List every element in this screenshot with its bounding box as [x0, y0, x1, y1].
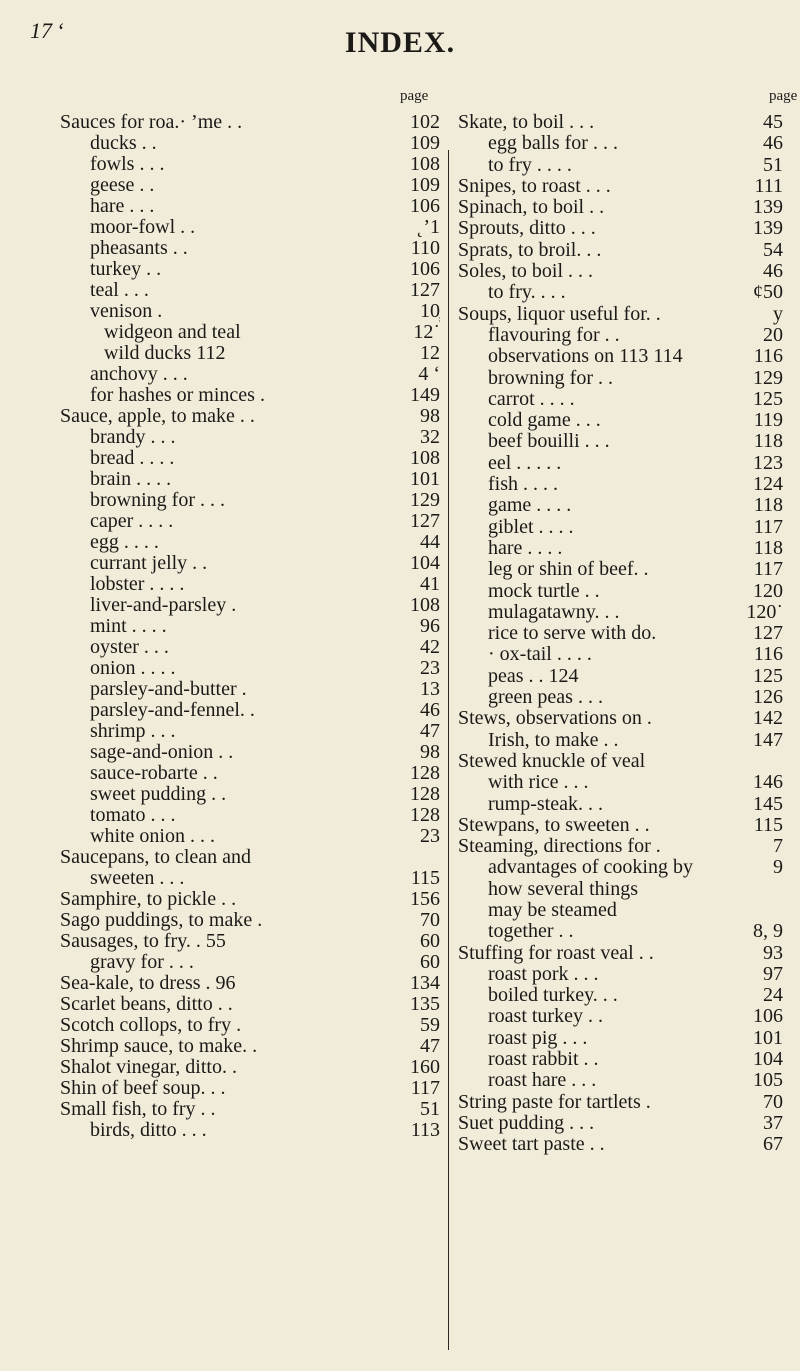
index-entry	[458, 261, 783, 282]
entry-page: 110	[410, 238, 440, 259]
index-entry	[458, 964, 783, 985]
index-entry	[458, 474, 783, 495]
index-entry	[458, 644, 783, 665]
entry-page: 129	[410, 490, 440, 511]
column-divider	[448, 150, 449, 1350]
index-entry	[458, 1049, 783, 1070]
entry-text: Sprats, to broil. . .	[458, 239, 602, 261]
entry-text: together . .	[488, 921, 574, 943]
index-entry	[458, 133, 783, 154]
entry-text: roast rabbit . .	[488, 1049, 599, 1071]
entry-page: 7	[773, 836, 783, 858]
entry-text: Sago puddings, to make .	[60, 910, 263, 931]
index-entry	[60, 448, 440, 469]
index-entry	[458, 559, 783, 580]
index-entry	[60, 1099, 440, 1120]
index-entry	[60, 1036, 440, 1057]
entry-text: peas . . 124	[488, 665, 579, 687]
index-entry	[60, 847, 440, 868]
index-entry	[458, 538, 783, 559]
entry-page: 60	[420, 931, 440, 952]
index-entry	[458, 410, 783, 431]
entry-text: fowls . . .	[90, 154, 165, 175]
entry-page: 120˙	[746, 601, 783, 623]
entry-page: 134	[410, 973, 440, 994]
index-entry	[458, 1113, 783, 1134]
entry-text: shrimp . . .	[90, 721, 176, 742]
entry-text: onion . . . .	[90, 658, 176, 679]
entry-page: 127	[753, 623, 783, 645]
index-entry	[458, 389, 783, 410]
index-entry	[60, 490, 440, 511]
entry-page: 127	[410, 280, 440, 301]
entry-page: 51	[763, 154, 783, 176]
entry-text: to fry. . . .	[488, 282, 566, 304]
entry-text: observations on 113 114	[488, 346, 683, 368]
entry-page: 115	[410, 868, 440, 889]
index-entry	[60, 322, 440, 343]
entry-page: 4 ‘	[418, 364, 440, 385]
entry-text: oyster . . .	[90, 637, 169, 658]
index-entry	[60, 154, 440, 175]
index-entry	[458, 602, 783, 623]
entry-page: 115	[753, 814, 783, 836]
entry-text: Saucepans, to clean and	[60, 847, 252, 868]
entry-text: parsley-and-fennel. .	[90, 700, 255, 721]
entry-text: Sprouts, ditto . . .	[458, 218, 596, 240]
entry-page: 108	[410, 595, 440, 616]
index-entry	[458, 517, 783, 538]
index-entry	[458, 1092, 783, 1113]
entry-text: roast pork . . .	[488, 963, 599, 985]
entry-text: · ox-tail . . . .	[488, 644, 592, 666]
entry-page: 108	[410, 154, 440, 175]
index-entry	[458, 346, 783, 367]
index-entry	[458, 836, 783, 857]
index-entry	[458, 495, 783, 516]
index-entry	[458, 368, 783, 389]
index-entry	[60, 511, 440, 532]
entry-page: 117	[753, 516, 783, 538]
entry-text: pheasants . .	[90, 238, 188, 259]
index-entry	[60, 1015, 440, 1036]
entry-page: 117	[753, 559, 783, 581]
index-entry	[458, 815, 783, 836]
entry-page: 106	[410, 196, 440, 217]
entry-page: 46	[763, 261, 783, 283]
index-entry	[60, 994, 440, 1015]
entry-page: 8, 9	[753, 921, 783, 943]
entry-page: 47	[420, 1036, 440, 1057]
entry-text: Sea-kale, to dress . 96	[60, 973, 236, 994]
entry-text: brain . . . .	[90, 469, 172, 490]
entry-page: 119	[753, 410, 783, 432]
entry-text: leg or shin of beef. .	[488, 559, 649, 581]
entry-text: boiled turkey. . .	[488, 985, 618, 1007]
entry-text: beef bouilli . . .	[488, 431, 610, 453]
index-entry	[60, 574, 440, 595]
entry-text: lobster . . . .	[90, 574, 185, 595]
index-entry	[458, 176, 783, 197]
index-entry	[458, 282, 783, 303]
index-entry	[60, 973, 440, 994]
index-entry	[458, 687, 783, 708]
entry-text: roast hare . . .	[488, 1070, 597, 1092]
entry-page: 160	[410, 1057, 440, 1078]
entry-page: 101	[753, 1027, 783, 1049]
page-number: 17 ‘	[30, 18, 64, 43]
index-entry	[60, 763, 440, 784]
entry-page: 142	[753, 708, 783, 730]
entry-text: for hashes or minces .	[90, 385, 265, 406]
entry-page: 37	[763, 1112, 783, 1134]
index-entry	[60, 1078, 440, 1099]
entry-page: 128	[410, 805, 440, 826]
entry-text: wild ducks 112	[104, 343, 226, 364]
index-entry	[60, 679, 440, 700]
entry-page: 23	[420, 826, 440, 847]
entry-text: flavouring for . .	[488, 324, 620, 346]
entry-page: 45	[763, 112, 783, 133]
index-entry	[60, 1057, 440, 1078]
entry-text: Sauces for roa.· ’me . .	[60, 112, 243, 133]
index-entry	[458, 751, 783, 772]
entry-page: 118	[753, 431, 783, 453]
entry-text: brandy . . .	[90, 427, 176, 448]
index-entry	[60, 952, 440, 973]
page-title: INDEX.	[344, 26, 456, 59]
entry-page: 106	[753, 1006, 783, 1028]
entry-page: 145	[753, 793, 783, 815]
index-entry	[458, 431, 783, 452]
entry-page: 46	[420, 700, 440, 721]
entry-page: 10̹	[420, 301, 440, 322]
entry-text: Small fish, to fry . .	[60, 1099, 216, 1120]
entry-page: 70	[420, 910, 440, 931]
entry-text: advantages of cooking by	[488, 857, 693, 879]
entry-text: giblet . . . .	[488, 516, 574, 538]
index-entry	[458, 623, 783, 644]
entry-text: browning for . . .	[90, 490, 225, 511]
entry-page: 125	[753, 388, 783, 410]
entry-page: 102	[410, 112, 440, 133]
index-entry	[458, 772, 783, 793]
index-entry	[458, 985, 783, 1006]
entry-text: browning for . .	[488, 367, 613, 389]
entry-text: rice to serve with do.	[488, 623, 657, 645]
entry-text: egg balls for . . .	[488, 133, 618, 155]
index-entry	[60, 616, 440, 637]
index-entry	[458, 304, 783, 325]
entry-page: 44	[420, 532, 440, 553]
entry-page: 60	[420, 952, 440, 973]
entry-page: 12˙	[413, 322, 440, 343]
index-entry	[458, 155, 783, 176]
entry-page: 59	[420, 1015, 440, 1036]
entry-page: 9	[773, 857, 783, 879]
index-entry	[60, 931, 440, 952]
index-entry	[60, 133, 440, 154]
entry-page: 41	[420, 574, 440, 595]
entry-text: mulagatawny. . .	[488, 601, 620, 623]
entry-page: 98	[420, 742, 440, 763]
index-entry	[60, 343, 440, 364]
entry-page: 47	[420, 721, 440, 742]
entry-text: Stewpans, to sweeten . .	[458, 814, 650, 836]
entry-text: may be steamed	[488, 899, 617, 921]
entry-page: 32	[420, 427, 440, 448]
entry-page: 67	[763, 1134, 783, 1156]
entry-page: 116	[753, 346, 783, 368]
left-page-label: page	[400, 88, 429, 104]
index-entry	[60, 406, 440, 427]
entry-page: у	[773, 303, 783, 325]
entry-page: 70	[763, 1091, 783, 1113]
entry-text: eel . . . . .	[488, 452, 562, 474]
entry-page: 20	[763, 324, 783, 346]
index-entry	[458, 857, 783, 878]
entry-text: geese . .	[90, 175, 155, 196]
index-entry	[458, 879, 783, 900]
entry-text: Shrimp sauce, to make. .	[60, 1036, 258, 1057]
entry-text: sauce-robarte . .	[90, 763, 218, 784]
index-entry	[60, 280, 440, 301]
entry-text: liver-and-parsley .	[90, 595, 237, 616]
entry-page: 108	[410, 448, 440, 469]
index-entry	[458, 943, 783, 964]
index-entry	[60, 700, 440, 721]
entry-page: 147	[753, 729, 783, 751]
entry-text: Shalot vinegar, ditto. .	[60, 1057, 237, 1078]
index-entry	[60, 595, 440, 616]
entry-page: 126	[753, 687, 783, 709]
entry-text: tomato . . .	[90, 805, 176, 826]
index-entry	[60, 637, 440, 658]
index-entry	[458, 794, 783, 815]
entry-text: Scotch collops, to fry .	[60, 1015, 242, 1036]
entry-page: 93	[763, 942, 783, 964]
index-entry	[458, 708, 783, 729]
entry-page: 51	[420, 1099, 440, 1120]
entry-text: with rice . . .	[488, 772, 589, 794]
entry-page: 127	[410, 511, 440, 532]
entry-page: ¢50	[753, 282, 783, 304]
index-entry	[458, 218, 783, 239]
entry-text: Irish, to make . .	[488, 729, 619, 751]
entry-text: currant jelly . .	[90, 553, 208, 574]
entry-page: 129	[753, 367, 783, 389]
entry-page: 96	[420, 616, 440, 637]
entry-page: 128	[410, 784, 440, 805]
entry-page: 97	[763, 963, 783, 985]
entry-text: Soles, to boil . . .	[458, 261, 594, 283]
index-entry	[60, 742, 440, 763]
entry-page: 109	[410, 175, 440, 196]
entry-page: 139	[753, 218, 783, 240]
index-entry	[60, 238, 440, 259]
entry-page: 42	[420, 637, 440, 658]
entry-text: sweeten . . .	[90, 868, 185, 889]
index-entry	[458, 581, 783, 602]
left-index-column	[60, 112, 440, 1141]
entry-text: cold game . . .	[488, 410, 601, 432]
entry-page: 23	[420, 658, 440, 679]
index-entry	[60, 217, 440, 238]
entry-text: Soups, liquor useful for. .	[458, 303, 661, 325]
entry-text: caper . . . .	[90, 511, 174, 532]
entry-page: 46	[763, 133, 783, 155]
entry-text: hare . . . .	[488, 537, 563, 559]
entry-text: Shin of beef soup. . .	[60, 1078, 226, 1099]
entry-page: 12	[420, 343, 440, 364]
index-entry	[458, 1006, 783, 1027]
entry-page: ˛’1	[416, 217, 440, 238]
entry-text: Skate, to boil . . .	[458, 112, 595, 133]
entry-text: venison .	[90, 301, 163, 322]
entry-text: mock turtle . .	[488, 580, 600, 602]
index-entry	[60, 658, 440, 679]
entry-page: 135	[410, 994, 440, 1015]
entry-page: 111	[754, 175, 783, 197]
entry-text: bread . . . .	[90, 448, 175, 469]
entry-text: green peas . . .	[488, 687, 603, 709]
entry-text: to fry . . . .	[488, 154, 572, 176]
entry-page: 128	[410, 763, 440, 784]
entry-text: gravy for . . .	[90, 952, 194, 973]
entry-text: rump-steak. . .	[488, 793, 603, 815]
entry-page: 146	[753, 772, 783, 794]
entry-text: hare . . .	[90, 196, 155, 217]
entry-text: roast pig . . .	[488, 1027, 588, 1049]
entry-page: 156	[410, 889, 440, 910]
index-entry	[458, 197, 783, 218]
index-entry	[458, 240, 783, 261]
entry-text: Sauce, apple, to make . .	[60, 406, 255, 427]
right-page-label: page	[769, 88, 798, 104]
index-entry	[60, 427, 440, 448]
index-entry	[60, 196, 440, 217]
entry-page: 116	[753, 644, 783, 666]
index-entry	[60, 721, 440, 742]
entry-page: 106	[410, 259, 440, 280]
entry-page: 139	[753, 197, 783, 219]
entry-text: carrot . . . .	[488, 388, 575, 410]
index-entry	[60, 805, 440, 826]
index-entry	[60, 868, 440, 889]
entry-text: Stews, observations on .	[458, 708, 652, 730]
index-entry	[60, 469, 440, 490]
entry-text: Stuffing for roast veal . .	[458, 942, 654, 964]
entry-text: fish . . . .	[488, 474, 558, 496]
right-index-column	[458, 112, 783, 1156]
entry-page: 109	[410, 133, 440, 154]
entry-text: sweet pudding . .	[90, 784, 227, 805]
entry-text: teal . . .	[90, 280, 149, 301]
entry-text: Stewed knuckle of veal	[458, 750, 646, 772]
index-entry	[60, 889, 440, 910]
entry-text: mint . . . .	[90, 616, 167, 637]
entry-text: widgeon and teal	[104, 322, 241, 343]
entry-page: 113	[410, 1120, 440, 1141]
entry-text: Snipes, to roast . . .	[458, 175, 611, 197]
entry-page: 118	[753, 495, 783, 517]
entry-text: anchovy . . .	[90, 364, 188, 385]
index-entry	[60, 1120, 440, 1141]
entry-page: 54	[763, 239, 783, 261]
entry-page: 105	[753, 1070, 783, 1092]
index-entry	[60, 301, 440, 322]
entry-text: sage-and-onion . .	[90, 742, 234, 763]
entry-text: egg . . . .	[90, 532, 159, 553]
entry-text: Steaming, directions for .	[458, 836, 661, 858]
index-entry	[458, 325, 783, 346]
entry-text: game . . . .	[488, 495, 572, 517]
index-entry	[458, 1028, 783, 1049]
index-entry	[458, 730, 783, 751]
index-entry	[458, 1134, 783, 1155]
entry-text: Scarlet beans, ditto . .	[60, 994, 233, 1015]
entry-text: Samphire, to pickle . .	[60, 889, 237, 910]
index-entry	[458, 112, 783, 133]
entry-page: 124	[753, 474, 783, 496]
entry-page: 123	[753, 452, 783, 474]
entry-text: white onion . . .	[90, 826, 215, 847]
entry-text: Sweet tart paste . .	[458, 1134, 605, 1156]
entry-page: 117	[410, 1078, 440, 1099]
entry-text: how several things	[488, 878, 638, 900]
index-entry	[60, 784, 440, 805]
entry-page: 120	[753, 580, 783, 602]
entry-text: Spinach, to boil . .	[458, 197, 605, 219]
index-entry	[60, 364, 440, 385]
entry-page: 118	[753, 537, 783, 559]
entry-text: moor-fowl . .	[90, 217, 196, 238]
entry-text: ducks . .	[90, 133, 157, 154]
entry-page: 149	[410, 385, 440, 406]
index-entry	[60, 259, 440, 280]
index-entry	[458, 921, 783, 942]
entry-text: Suet pudding . . .	[458, 1112, 595, 1134]
entry-text: String paste for tartlets .	[458, 1091, 651, 1113]
index-entry	[60, 553, 440, 574]
index-entry	[60, 175, 440, 196]
index-entry	[458, 453, 783, 474]
index-entry	[458, 900, 783, 921]
index-entry	[60, 826, 440, 847]
entry-page: 101	[410, 469, 440, 490]
index-entry	[60, 385, 440, 406]
entry-page: 13	[420, 679, 440, 700]
entry-page: 98	[420, 406, 440, 427]
entry-page: 104	[753, 1049, 783, 1071]
entry-text: turkey . .	[90, 259, 162, 280]
index-entry	[458, 666, 783, 687]
entry-text: parsley-and-butter .	[90, 679, 247, 700]
index-entry	[60, 910, 440, 931]
entry-text: birds, ditto . . .	[90, 1120, 207, 1141]
entry-text: roast turkey . .	[488, 1006, 603, 1028]
index-entry	[458, 1070, 783, 1091]
index-entry	[60, 532, 440, 553]
index-entry	[60, 112, 440, 133]
entry-text: Sausages, to fry. . 55	[60, 931, 226, 952]
entry-page: 24	[763, 985, 783, 1007]
entry-page: 125	[753, 665, 783, 687]
entry-page: 104	[410, 553, 440, 574]
